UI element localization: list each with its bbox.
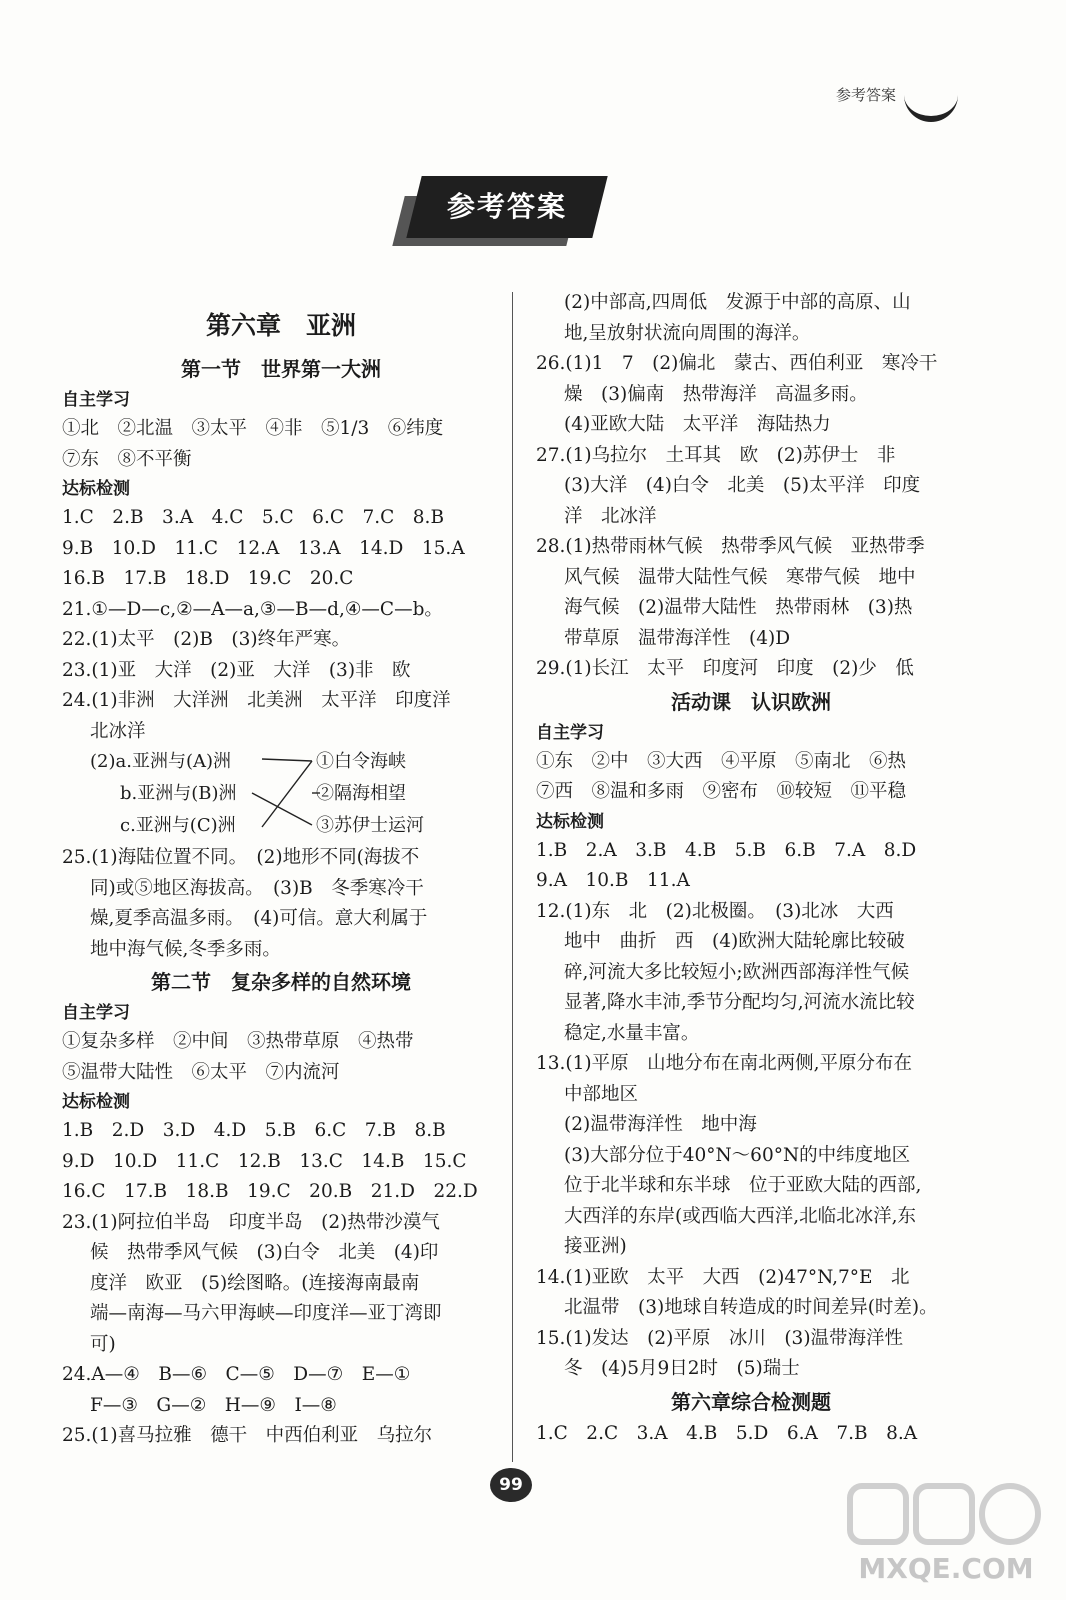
left-column <box>62 304 500 1452</box>
match-left-c: c.亚洲与(C)洲 <box>120 815 236 836</box>
answer-line: (3)大洋 (4)白令 北美 (5)太平洋 印度 <box>564 475 921 496</box>
answer-line: 1.C 2.C 3.A 4.B 5.D 6.A 7.B 8.A <box>536 1422 918 1444</box>
answer-line: 地中海气候,冬季多雨。 <box>90 938 281 960</box>
matching-diagram <box>62 747 500 843</box>
answer-line: ⑦东 ⑧不平衡 <box>62 448 192 470</box>
subsection-label: 自主学习 <box>62 390 130 410</box>
answer-line: 接亚洲) <box>564 1236 627 1257</box>
answer-line: 12.(1)东 北 (2)北极圈。 (3)北冰 大西 <box>536 900 894 922</box>
answer-line: 28.(1)热带雨林气候 热带季风气候 亚热带季 <box>536 536 925 557</box>
column-divider <box>512 292 513 1462</box>
answer-line: (2)温带海洋性 地中海 <box>564 1114 757 1135</box>
answer-line: 29.(1)长江 太平 印度河 印度 (2)少 低 <box>536 658 914 679</box>
answer-line: (4)亚欧大陆 太平洋 海陆热力 <box>564 414 831 435</box>
answer-line: ⑤温带大陆性 ⑥太平 ⑦内流河 <box>62 1061 340 1083</box>
answer-line: 9.B 10.D 11.C 12.A 13.A 14.D 15.A <box>62 537 465 559</box>
match-right-1: ①白令海峡 <box>316 751 406 772</box>
subsection-label: 达标检测 <box>62 1092 130 1112</box>
answer-line: 25.(1)海陆位置不同。 (2)地形不同(海拔不 <box>62 847 420 868</box>
answer-line: 24.(1)非洲 大洋洲 北美洲 太平洋 印度洋 <box>62 690 451 711</box>
header-decoration-icon <box>904 88 958 122</box>
watermark-text: MXQE.COM <box>858 1552 1034 1585</box>
header-section-tag: 参考答案 <box>836 86 897 104</box>
page-number: 99 <box>490 1468 532 1502</box>
answer-line: 显著,降水丰沛,季节分配均匀,河流水流比较 <box>564 992 915 1013</box>
answer-line: 27.(1)乌拉尔 土耳其 欧 (2)苏伊士 非 <box>536 444 896 466</box>
answer-line: 地中 曲折 西 (4)欧洲大陆轮廓比较破 <box>564 931 905 952</box>
subsection-label: 自主学习 <box>536 722 604 743</box>
answer-line: 北冰洋 <box>90 720 146 742</box>
answer-line: 端—南海—马六甲海峡—印度洋—亚丁湾即 <box>90 1303 442 1324</box>
answer-line: 度洋 欧亚 (5)绘图略。(连接海南最南 <box>90 1272 420 1294</box>
answer-banner <box>406 176 607 238</box>
section-title: 第一节 世界第一大洲 <box>181 357 381 381</box>
answer-line: 海气候 (2)温带大陆性 热带雨林 (3)热 <box>564 597 913 618</box>
match-left-b: b.亚洲与(B)洲 <box>120 783 237 804</box>
subsection-label: 自主学习 <box>62 1003 130 1023</box>
answer-line: ①东 ②中 ③大西 ④平原 ⑤南北 ⑥热 <box>536 750 907 772</box>
answer-line: 带草原 温带海洋性 (4)D <box>564 627 791 649</box>
answer-line: 25.(1)喜马拉雅 德干 中西伯利亚 乌拉尔 <box>62 1425 433 1446</box>
answer-line: 碎,河流大多比较短小;欧洲西部海洋性气候 <box>564 961 910 983</box>
answer-line: 16.B 17.B 18.D 19.C 20.C <box>62 568 354 589</box>
answer-line: 燥 (3)偏南 热带海洋 高温多雨。 <box>564 383 868 405</box>
answer-line: 1.C 2.B 3.A 4.C 5.C 6.C 7.C 8.B <box>62 507 445 528</box>
answer-line: (3)大部分位于40°N～60°N的中纬度地区 <box>564 1144 911 1166</box>
answer-line: 风气候 温带大陆性气候 寒带气候 地中 <box>564 566 916 588</box>
subsection-label: 达标检测 <box>536 811 604 832</box>
answer-line: 燥,夏季高温多雨。 (4)可信。意大利属于 <box>90 908 428 929</box>
answer-line: 21.①—D—c,②—A—a,③—B—d,④—C—b。 <box>62 598 443 620</box>
banner-title: 参考答案 <box>446 190 567 223</box>
chapter-title: 第六章 亚洲 <box>205 311 356 340</box>
section-title: 第二节 复杂多样的自然环境 <box>151 970 411 994</box>
match-right-3: ③苏伊士运河 <box>316 815 424 836</box>
answer-line: ⑦西 ⑧温和多雨 ⑨密布 ⑩较短 ⑪平稳 <box>536 781 907 802</box>
answer-line: 26.(1)1 7 (2)偏北 蒙古、西伯利亚 寒冷干 <box>536 353 938 374</box>
answer-line: 24.A—④ B—⑥ C—⑤ D—⑦ E—① <box>62 1364 411 1385</box>
answer-line: 位于北半球和东半球 位于亚欧大陆的西部, <box>564 1175 922 1196</box>
match-left-a: (2)a.亚洲与(A)洲 <box>90 751 231 772</box>
answer-line: 洋 北冰洋 <box>564 505 657 527</box>
left-block-2 <box>62 843 500 1452</box>
match-right-2: ②隔海相望 <box>316 783 406 804</box>
left-block-1 <box>62 352 500 747</box>
answer-line: 中部地区 <box>564 1083 639 1105</box>
answer-line: 23.(1)阿拉伯半岛 印度半岛 (2)热带沙漠气 <box>62 1211 440 1233</box>
answer-line: ①复杂多样 ②中间 ③热带草原 ④热带 <box>62 1031 414 1052</box>
answer-line: 同)或⑤地区海拔高。 (3)B 冬季寒冷干 <box>90 877 424 899</box>
answer-line: 北温带 (3)地球自转造成的时间差异(时差)。 <box>564 1297 938 1318</box>
answer-line: 16.C 17.B 18.B 19.C 20.B 21.D 22.D <box>62 1181 478 1202</box>
answer-line: 候 热带季风气候 (3)白令 北美 (4)印 <box>90 1242 439 1263</box>
answer-line: 1.B 2.A 3.B 4.B 5.B 6.B 7.A 8.D <box>536 839 917 861</box>
answer-line: 23.(1)亚 大洋 (2)亚 大洋 (3)非 欧 <box>62 659 411 681</box>
answer-line: 22.(1)太平 (2)B (3)终年严寒。 <box>62 629 351 650</box>
answer-line: 9.D 10.D 11.C 12.B 13.C 14.B 15.C <box>62 1150 467 1172</box>
subsection-label: 达标检测 <box>62 479 130 499</box>
answer-line: 1.B 2.D 3.D 4.D 5.B 6.C 7.B 8.B <box>62 1120 446 1141</box>
answer-line: 稳定,水量丰富。 <box>564 1022 700 1044</box>
answer-line: 可) <box>90 1333 116 1355</box>
answer-line: 大西洋的东岸(或西临大西洋,北临北冰洋,东 <box>564 1205 916 1227</box>
answer-line: 地,呈放射状流向周围的海洋。 <box>564 322 811 344</box>
section-title: 第六章综合检测题 <box>671 1389 831 1414</box>
watermark-logo <box>846 1478 1046 1590</box>
answer-line: (2)中部高,四周低 发源于中部的高原、山 <box>564 292 911 313</box>
answer-line: 14.(1)亚欧 太平 大西 (2)47°N,7°E 北 <box>536 1266 910 1288</box>
right-block <box>536 288 966 1449</box>
answer-line: 15.(1)发达 (2)平原 冰川 (3)温带海洋性 <box>536 1327 904 1349</box>
section-title: 活动课 认识欧洲 <box>671 689 831 714</box>
answer-line: F—③ G—② H—⑨ I—⑧ <box>90 1394 337 1416</box>
answer-line: 冬 (4)5月9日2时 (5)瑞士 <box>564 1358 800 1379</box>
answer-line: ①北 ②北温 ③太平 ④非 ⑤1/3 ⑥纬度 <box>62 418 444 439</box>
answer-line: 13.(1)平原 山地分布在南北两侧,平原分布在 <box>536 1053 913 1074</box>
right-column <box>536 288 966 1449</box>
answer-line: 9.A 10.B 11.A <box>536 870 690 891</box>
